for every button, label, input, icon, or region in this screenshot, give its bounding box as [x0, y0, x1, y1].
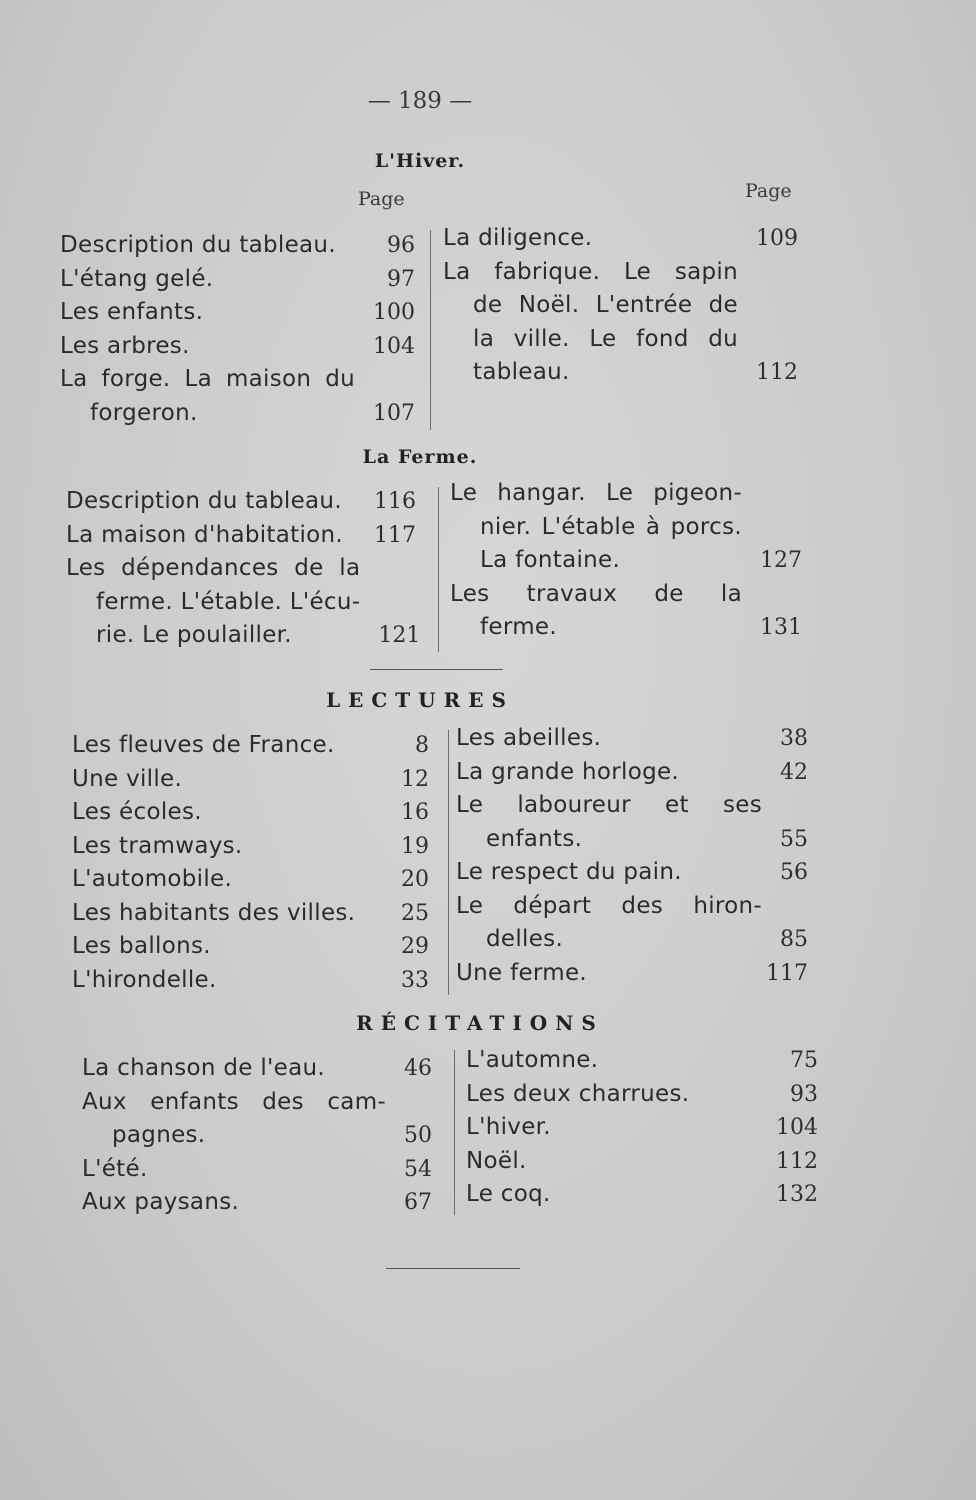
toc-entry-page: 96 — [387, 233, 415, 258]
toc-entry — [82, 1186, 432, 1220]
toc-recitations-right — [466, 1044, 818, 1212]
toc-entry — [60, 229, 415, 263]
toc-entry-line: L'automobile. — [72, 866, 233, 892]
toc-entry-line: Le départ des hiron- — [456, 892, 762, 919]
toc-entry — [72, 863, 429, 897]
toc-entry-line: Les habitants des villes. — [72, 899, 356, 926]
toc-entry-title — [450, 578, 742, 645]
toc-recitations-left — [82, 1052, 432, 1220]
toc-entry-page: 54 — [404, 1156, 432, 1182]
page-column-label-right: Page — [745, 180, 792, 202]
toc-entry-line: Aux enfants des cam- — [82, 1088, 386, 1115]
toc-entry-page: 8 — [415, 733, 429, 758]
toc-entry — [456, 756, 808, 790]
toc-entry-line: Une ville. — [72, 765, 183, 792]
toc-entry — [450, 578, 802, 645]
toc-entry-line: Les tramways. — [72, 832, 243, 859]
toc-entry — [72, 964, 429, 998]
toc-entry-line: tableau. — [473, 359, 570, 385]
toc-entry — [72, 729, 429, 763]
toc-entry-title — [60, 263, 369, 297]
toc-entry-page: 93 — [790, 1081, 818, 1107]
toc-entry-page: 117 — [374, 522, 416, 548]
toc-entry-line: rie. Le poulailler. — [96, 622, 292, 648]
toc-entry-line: ferme. L'étable. L'écu- — [96, 588, 361, 615]
toc-entry-line: delles. — [486, 926, 564, 952]
page-number: — 189 — — [367, 88, 473, 114]
toc-entry-line: Description du tableau. — [60, 232, 336, 258]
toc-entry-page: 33 — [401, 967, 429, 993]
toc-ferme-left — [66, 485, 421, 653]
toc-entry — [82, 1153, 432, 1187]
toc-entry — [72, 830, 429, 864]
toc-entry-page: 121 — [378, 623, 421, 648]
end-rule — [386, 1268, 520, 1269]
toc-entry-title — [82, 1052, 386, 1086]
toc-entry-page: 67 — [404, 1190, 432, 1215]
toc-entry — [72, 796, 429, 830]
toc-entry — [60, 263, 415, 297]
toc-entry-page: 75 — [790, 1048, 818, 1073]
toc-ferme-right — [450, 477, 802, 645]
toc-entry-page: 132 — [776, 1182, 818, 1207]
toc-entry — [60, 363, 415, 430]
toc-entry-title — [456, 890, 762, 957]
toc-entry-line: Le coq. — [466, 1181, 551, 1207]
toc-entry-page: 12 — [401, 766, 429, 792]
toc-entry-title — [60, 363, 355, 430]
toc-entry-page: 19 — [401, 833, 429, 859]
toc-entry-page: 116 — [374, 489, 416, 514]
page-column-label-left: Page — [358, 188, 405, 210]
toc-entry-page: 25 — [401, 900, 429, 926]
toc-entry-page: 55 — [780, 826, 808, 852]
toc-entry-page: 46 — [404, 1056, 432, 1081]
toc-entry — [466, 1178, 818, 1212]
toc-entry — [456, 789, 808, 856]
toc-entry-line: Description du tableau. — [66, 488, 342, 514]
toc-entry-title — [82, 1153, 386, 1187]
toc-entry-page: 29 — [401, 934, 429, 959]
toc-entry-line: ferme. — [480, 614, 557, 640]
toc-entry-line: L'hiver. — [466, 1114, 551, 1140]
toc-entry-line: Les travaux de la — [450, 580, 742, 607]
toc-entry-page: 127 — [760, 548, 802, 573]
toc-entry-title — [82, 1086, 386, 1153]
column-divider — [454, 1050, 455, 1215]
section-rule — [370, 669, 503, 670]
toc-entry-title — [443, 256, 738, 390]
toc-entry-title — [466, 1145, 758, 1179]
toc-entry — [443, 222, 798, 256]
toc-hiver-right — [443, 222, 798, 390]
toc-entry-line: Aux paysans. — [82, 1189, 240, 1215]
toc-entry-title — [66, 552, 360, 653]
toc-entry — [82, 1086, 432, 1153]
toc-entry-title — [466, 1111, 758, 1145]
toc-entry-page: 20 — [401, 867, 429, 892]
toc-entry-line: Les arbres. — [60, 332, 190, 359]
toc-entry-line: Noël. — [466, 1147, 527, 1174]
toc-entry-line: Les ballons. — [72, 933, 211, 959]
toc-entry-title — [456, 957, 748, 991]
toc-entry-title — [60, 296, 355, 330]
toc-entry-line: Les abeilles. — [456, 725, 602, 751]
toc-entry-line: enfants. — [486, 825, 583, 852]
toc-entry-line: forgeron. — [90, 399, 198, 426]
toc-entry-line: L'étang gelé. — [60, 265, 214, 292]
toc-entry-page: 131 — [760, 615, 802, 640]
toc-entry-title — [72, 729, 397, 763]
toc-entry-page: 107 — [373, 400, 415, 426]
toc-entry-line: Le respect du pain. — [456, 859, 682, 885]
toc-entry — [60, 296, 415, 330]
toc-entry-line: L'automne. — [466, 1047, 599, 1073]
toc-entry-line: de Noël. L'entrée de — [473, 292, 738, 318]
toc-entry-line: La forge. La maison du — [60, 366, 355, 392]
toc-entry-page: 38 — [780, 726, 808, 751]
toc-entry-title — [456, 789, 762, 856]
toc-entry-title — [466, 1178, 758, 1212]
toc-entry-page: 16 — [401, 800, 429, 825]
toc-hiver-left — [60, 229, 415, 430]
toc-entry-title — [72, 763, 383, 797]
toc-entry-line: La diligence. — [443, 225, 593, 251]
toc-entry-page: 109 — [756, 226, 798, 251]
toc-entry-line: La maison d'habitation. — [66, 521, 344, 548]
toc-entry-line: Les enfants. — [60, 299, 204, 325]
toc-entry-title — [466, 1044, 772, 1078]
section-title-recitations: RÉCITATIONS — [356, 1011, 604, 1035]
toc-entry-title — [60, 229, 369, 263]
toc-entry-title — [72, 796, 383, 830]
toc-entry-line: pagnes. — [112, 1122, 206, 1148]
toc-entry-title — [450, 477, 742, 578]
toc-entry-title — [72, 964, 383, 998]
toc-entry — [456, 856, 808, 890]
toc-entry-line: La fabrique. Le sapin — [443, 258, 738, 285]
toc-entry-page: 112 — [756, 360, 798, 385]
toc-lectures-right — [456, 722, 808, 990]
toc-entry — [66, 552, 421, 653]
toc-entry-title — [66, 485, 356, 519]
toc-entry — [450, 477, 802, 578]
toc-entry-title — [66, 519, 356, 553]
toc-entry-line: La grande horloge. — [456, 758, 680, 785]
toc-entry-line: La fontaine. — [480, 547, 621, 573]
toc-entry-line: Une ferme. — [456, 959, 588, 986]
toc-entry-title — [72, 897, 383, 931]
section-title-hiver: L'Hiver. — [374, 150, 466, 172]
toc-entry-line: nier. L'étable à porcs. — [480, 513, 742, 540]
column-divider — [438, 487, 439, 652]
toc-entry-page: 85 — [780, 927, 808, 952]
toc-entry — [82, 1052, 432, 1086]
toc-entry-line: Le hangar. Le pigeon- — [450, 480, 742, 506]
toc-entry-line: Le laboureur et ses — [456, 792, 762, 818]
toc-entry-title — [82, 1186, 386, 1220]
toc-entry-title — [456, 856, 762, 890]
toc-entry — [456, 722, 808, 756]
toc-entry — [466, 1145, 818, 1179]
section-title-ferme: La Ferme. — [362, 446, 478, 468]
toc-entry — [466, 1044, 818, 1078]
section-title-lectures: LECTURES — [326, 688, 514, 712]
toc-entry — [72, 763, 429, 797]
toc-entry-title — [466, 1078, 772, 1112]
toc-entry — [72, 897, 429, 931]
toc-entry — [456, 957, 808, 991]
toc-entry-line: L'été. — [82, 1155, 148, 1182]
toc-entry-page: 104 — [776, 1115, 818, 1140]
toc-entry — [456, 890, 808, 957]
toc-entry-line: L'hirondelle. — [72, 966, 217, 993]
toc-entry-page: 104 — [373, 333, 415, 359]
toc-entry-page: 112 — [776, 1148, 818, 1174]
toc-entry-line: Les deux charrues. — [466, 1080, 690, 1107]
toc-entry-page: 50 — [404, 1123, 432, 1148]
toc-entry — [60, 330, 415, 364]
toc-entry-page: 100 — [373, 300, 415, 325]
toc-entry — [66, 485, 416, 519]
toc-entry — [466, 1111, 818, 1145]
toc-entry — [66, 519, 416, 553]
toc-entry-page: 117 — [766, 960, 808, 986]
column-divider — [430, 230, 431, 430]
column-divider — [448, 730, 449, 995]
toc-entry-title — [72, 830, 383, 864]
toc-entry-title — [60, 330, 355, 364]
toc-entry — [466, 1078, 818, 1112]
toc-entry-line: La chanson de l'eau. — [82, 1055, 325, 1081]
toc-entry — [443, 256, 798, 390]
toc-entry — [72, 930, 429, 964]
toc-lectures-left — [72, 729, 429, 997]
toc-entry-page: 97 — [387, 266, 415, 292]
toc-entry-title — [456, 722, 762, 756]
toc-entry-page: 56 — [780, 860, 808, 885]
toc-entry-title — [72, 930, 383, 964]
toc-entry-line: Les écoles. — [72, 799, 202, 825]
toc-entry-line: la ville. Le fond du — [473, 325, 738, 352]
toc-entry-title — [456, 756, 762, 790]
toc-entry-title — [443, 222, 738, 256]
toc-entry-line: Les fleuves de France. — [72, 732, 335, 758]
toc-entry-line: Les dépendances de la — [66, 555, 361, 581]
toc-entry-page: 42 — [780, 759, 808, 785]
toc-entry-title — [72, 863, 383, 897]
